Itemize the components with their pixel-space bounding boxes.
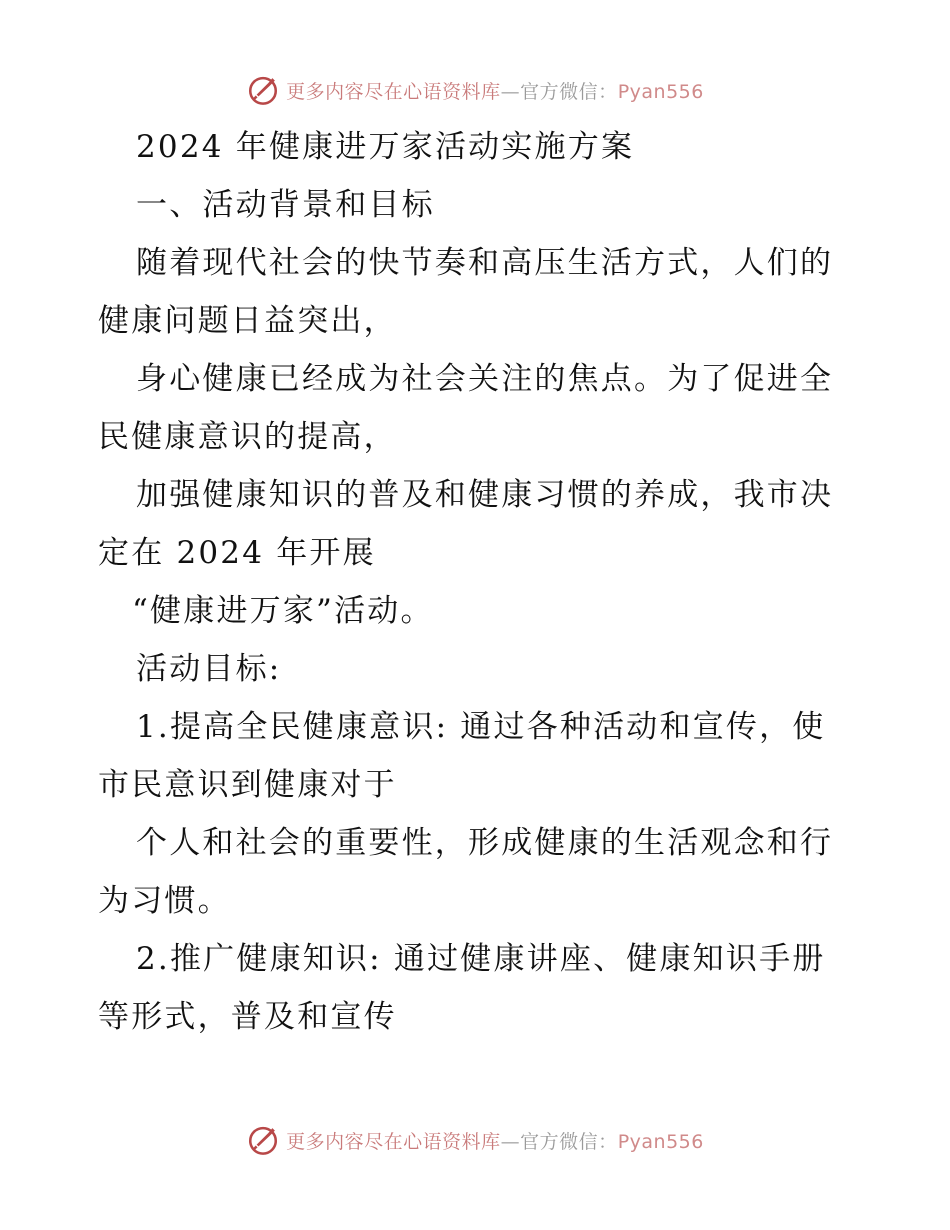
subheading: 活动目标: [136,651,282,687]
document-title: 2024 年健康进万家活动实施方案 [136,129,635,165]
paragraph-line: 为习惯。 [98,883,231,919]
watermark-id: Pyan556 [617,1130,704,1153]
list-item-continued: 等形式，普及和宣传 [98,999,397,1035]
watermark-dash: — [500,1130,521,1153]
paragraph-line: 身心健康已经成为社会关注的焦点。为了促进全 [136,361,834,397]
paragraph-line: “健康进万家”活动。 [132,593,434,629]
pen-logo-icon [246,73,280,107]
watermark-main: 更多内容尽在心语资料库 [286,1130,501,1153]
watermark-mid: 官方微信： [520,1130,618,1153]
paragraph-line: 定在 2024 年开展 [98,535,376,571]
paragraph-line: 加强健康知识的普及和健康习惯的养成，我市决 [136,477,834,513]
list-item: 1.提高全民健康意识: 通过各种活动和宣传，使 [136,709,826,745]
watermark-dash: — [500,80,521,103]
paragraph-line: 健康问题日益突出， [98,303,397,339]
list-item: 2.推广健康知识: 通过健康讲座、健康知识手册 [136,941,826,977]
watermark-text [286,1127,704,1154]
watermark-mid: 官方微信： [520,80,618,103]
watermark-main: 更多内容尽在心语资料库 [286,80,501,103]
footer-watermark [0,1120,950,1160]
list-item-continued: 市民意识到健康对于 [98,767,397,803]
paragraph-line: 民健康意识的提高， [98,419,397,455]
paragraph-line: 个人和社会的重要性，形成健康的生活观念和行 [136,825,834,861]
pen-logo-icon [246,1123,280,1157]
watermark-id: Pyan556 [617,80,704,103]
paragraph-line: 随着现代社会的快节奏和高压生活方式，人们的 [136,245,834,281]
document-body [98,118,858,1046]
section-heading: 一、活动背景和目标 [136,187,435,223]
watermark-text [286,77,704,104]
header-watermark [0,70,950,110]
